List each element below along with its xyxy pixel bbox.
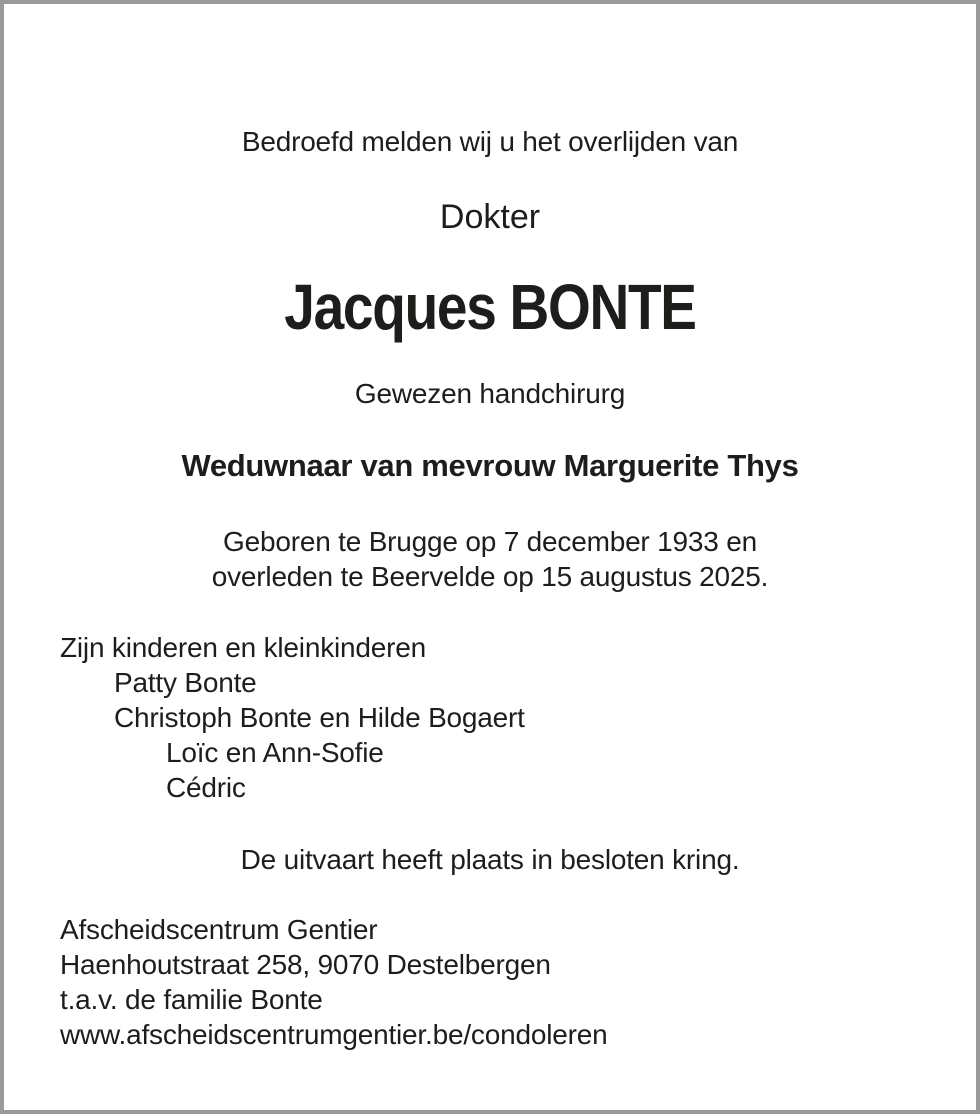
family-grandchild: Cédric bbox=[166, 772, 246, 803]
family-grandchild: Loïc en Ann-Sofie bbox=[166, 737, 384, 768]
deceased-name: Jacques BONTE bbox=[284, 271, 696, 343]
family-child: Patty Bonte bbox=[114, 667, 257, 698]
deceased-title: Dokter bbox=[439, 198, 541, 236]
death-line: overleden te Beervelde op 15 augustus 2025. bbox=[211, 561, 769, 592]
family-child: Christoph Bonte en Hilde Bogaert bbox=[114, 702, 525, 733]
profession-text: Gewezen handchirurg bbox=[354, 378, 626, 409]
contact-address: Haenhoutstraat 258, 9070 Destelbergen bbox=[60, 949, 551, 980]
family-heading: Zijn kinderen en kleinkinderen bbox=[60, 632, 426, 663]
contact-name: Afscheidscentrum Gentier bbox=[60, 914, 378, 945]
contact-attention: t.a.v. de familie Bonte bbox=[60, 984, 323, 1015]
funeral-note: De uitvaart heeft plaats in besloten kring. bbox=[240, 844, 740, 875]
condolence-website-link[interactable]: www.afscheidscentrumgentier.be/condoleren bbox=[60, 1019, 608, 1050]
spouse-text: Weduwnaar van mevrouw Marguerite Thys bbox=[181, 448, 799, 483]
intro-text: Bedroefd melden wij u het overlijden van bbox=[241, 126, 739, 157]
birth-line: Geboren te Brugge op 7 december 1933 en bbox=[223, 526, 757, 557]
